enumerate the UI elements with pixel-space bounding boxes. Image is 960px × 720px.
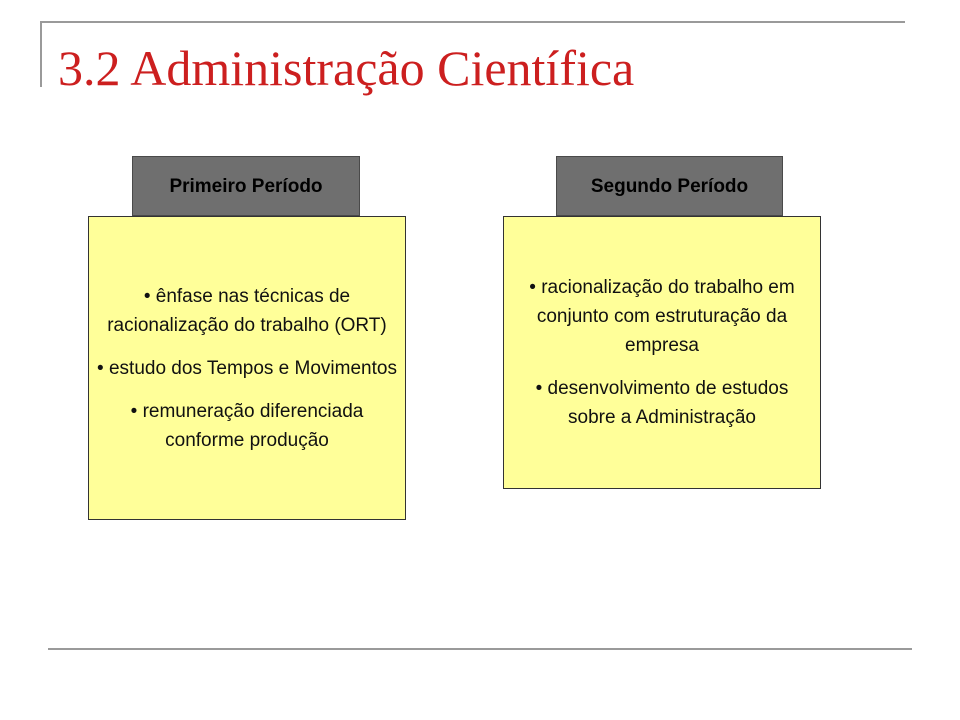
first-period-tab: Primeiro Período <box>132 156 360 216</box>
second-period-tab: Segundo Período <box>556 156 783 216</box>
second-period-item: • racionalização do trabalho em conjunto com estruturação da empresa <box>529 277 795 356</box>
slide-title: 3.2 Administração Científica <box>58 40 635 96</box>
first-period-box <box>88 216 406 520</box>
bottom-rule <box>48 648 912 650</box>
second-period-box <box>503 216 821 489</box>
second-period-item: • desenvolvimento de estudos sobre a Administração <box>535 378 789 428</box>
top-rule <box>40 21 905 23</box>
first-period-item: • estudo dos Tempos e Movimentos <box>97 357 397 379</box>
left-rule <box>40 21 42 87</box>
first-period-item: • ênfase nas técnicas de racionalização do trabalho (ORT) <box>107 285 387 336</box>
first-period-item: • remuneração diferenciada conforme produção <box>130 400 364 451</box>
